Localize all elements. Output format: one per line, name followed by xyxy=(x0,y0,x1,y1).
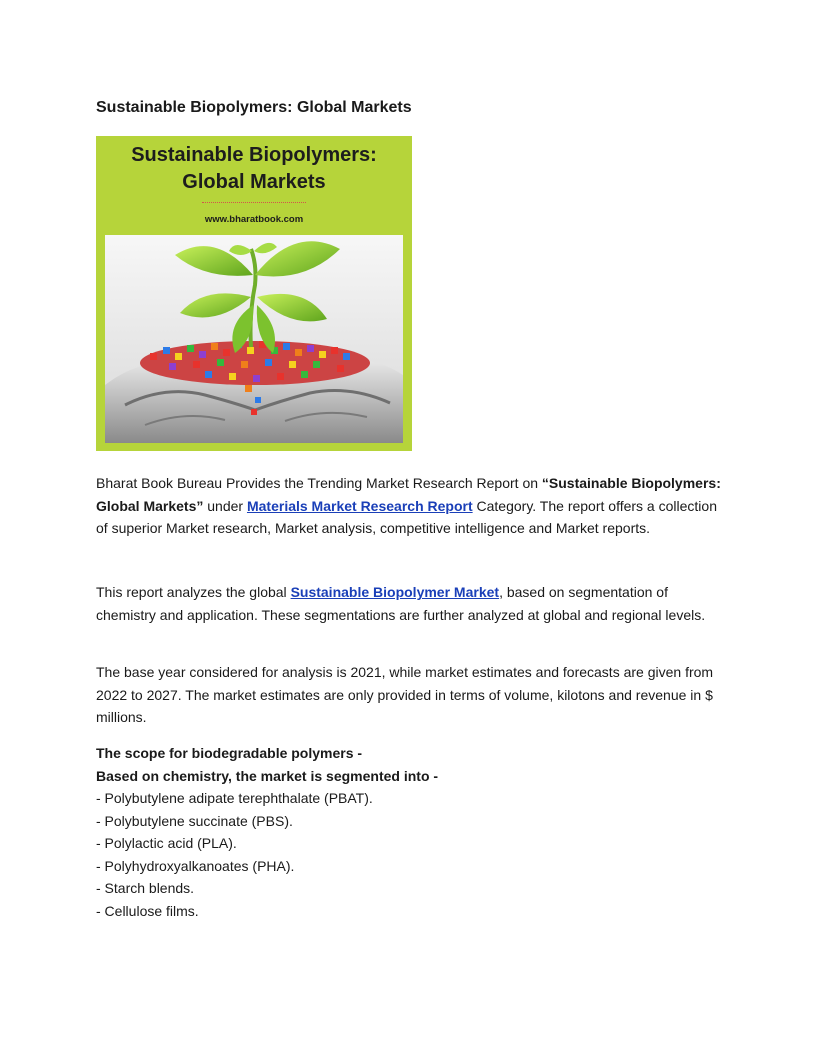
intro-text-under: under xyxy=(203,497,247,514)
seedling-photo xyxy=(105,235,403,443)
sustainable-biopolymer-market-link[interactable]: Sustainable Biopolymer Market xyxy=(290,584,500,600)
intro-paragraph xyxy=(96,472,726,540)
chemistry-segment-heading: Based on chemistry, the market is segmented into - xyxy=(96,767,439,784)
scope-heading: The scope for biodegradable polymers - xyxy=(96,745,363,761)
intro-text-after: Category. The report offers a collection of superior Market research, Market analysis, competitive intelligence and Market reports. xyxy=(96,497,717,536)
cover-title-line-2: Global Markets xyxy=(182,171,326,193)
list-item: - Starch blends. xyxy=(96,880,195,896)
cover-title xyxy=(96,142,412,196)
chemistry-segment-list xyxy=(96,787,726,922)
analysis-text-after: , based on segmentation of chemistry and application. These segmentations are further analyzed at global and regional levels. xyxy=(96,584,706,623)
cover-title-line-1: Sustainable Biopolymers: xyxy=(131,144,377,166)
page-title: Sustainable Biopolymers: Global Markets xyxy=(96,99,412,116)
analysis-text-before: This report analyzes the global xyxy=(96,584,291,600)
list-item: - Polyhydroxyalkanoates (PHA). xyxy=(96,857,295,874)
report-cover-image xyxy=(96,136,412,451)
intro-text-before: Bharat Book Bureau Provides the Trending Market Research Report on xyxy=(96,475,542,491)
seedling-in-hands-icon xyxy=(105,235,403,443)
cover-url: www.bharatbook.com xyxy=(204,214,304,225)
list-item: - Cellulose films. xyxy=(96,902,199,919)
scope-section xyxy=(96,742,726,922)
list-item: - Polybutylene succinate (PBS). xyxy=(96,812,293,829)
report-name: “Sustainable Biopolymers: Global Markets” xyxy=(96,475,721,514)
list-item: - Polylactic acid (PLA). xyxy=(96,835,237,851)
materials-market-report-link[interactable]: Materials Market Research Report xyxy=(246,497,473,514)
base-year-paragraph: The base year considered for analysis is 2021, while market estimates and forecasts are given from 2022 to 2027. The market estimates are only provided in terms of volume, kilotons and revenue in $ millions. xyxy=(96,664,714,725)
cover-divider xyxy=(202,202,306,203)
list-item: - Polybutylene adipate terephthalate (PBAT). xyxy=(96,790,373,806)
analysis-paragraph xyxy=(96,581,726,626)
